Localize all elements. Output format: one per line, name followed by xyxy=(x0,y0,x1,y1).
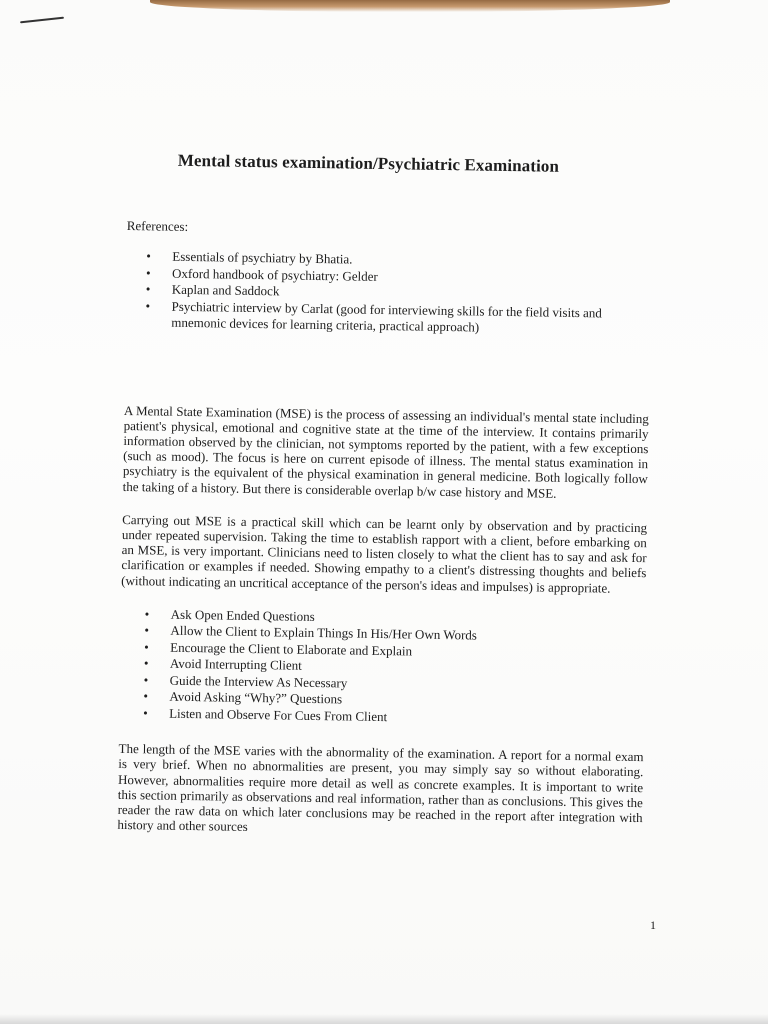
tip-item: • Avoid Asking “Why?” Questions xyxy=(143,689,644,713)
scan-top-edge xyxy=(150,0,670,12)
page-title: Mental status examination/Psychiatric Examination xyxy=(177,150,560,176)
interview-tips-list xyxy=(143,606,646,729)
tip-item: • Allow the Client to Explain Things In His/Her Own Words xyxy=(144,623,645,647)
reference-item: • Kaplan and Saddock xyxy=(146,281,651,305)
tip-item: • Encourage the Client to Elaborate and Explain xyxy=(144,639,645,663)
reference-item: • Essentials of psychiatry by Bhatia. xyxy=(146,248,651,272)
tip-item: • Ask Open Ended Questions xyxy=(145,606,646,630)
pen-mark xyxy=(20,17,64,24)
paragraph-mse-definition: A Mental State Examination (MSE) is the process of assessing an individual's mental state including patient's physical, emotional and cognitive state at the time of the interview. It contains primarily information observed by the clinician, not symptoms reported by the patient, with a few exceptions (such as mood). The focus is here on current episode of illness. The mental status examination in psychiatry is the equivalent of the physical examination in general medicine. Both logically follow the taking of a history. But there is considerable overlap b/w case history and MSE. xyxy=(122,402,649,501)
tip-item: • Listen and Observe For Cues From Client xyxy=(143,705,644,729)
scan-bottom-edge xyxy=(0,1014,768,1024)
tip-item: • Guide the Interview As Necessary xyxy=(144,672,645,696)
document-content xyxy=(117,150,653,859)
paragraph-practical-skill: Carrying out MSE is a practical skill which can be learnt only by observation and by practicing under repeated supervision. Taking the time to establish rapport with a client, before embarking on an MSE, is very important. Clinicians need to listen closely to what the client has to say and ask for clarification or examples if needed. Showing empathy to a client's distressing thoughts and beliefs (without indicating an uncritical acceptance of the person's ideas and impulses) is appropriate. xyxy=(121,511,648,596)
page-number: 1 xyxy=(650,918,656,932)
reference-item: • Psychiatric interview by Carlat (good for interviewing skills for the field visits and mnemonic devices for learning criteria, practical approach) xyxy=(145,298,650,339)
paragraph-mse-length: The length of the MSE varies with the abnormality of the examination. A report for a normal exam is very brief. When no abnormalities are present, you may simply say so without elaborating. However, abnormalities require more detail as well as concrete examples. It is important to write this section primarily as observations and real information, rather than as conclusions. This gives the reader the raw data on which later conclusions may be reached in the report after integration with history and other sources xyxy=(117,741,644,835)
references-label: References: xyxy=(126,217,189,234)
references-list xyxy=(145,248,651,338)
reference-item: • Oxford handbook of psychiatry: Gelder xyxy=(146,265,651,289)
tip-item: • Avoid Interrupting Client xyxy=(144,656,645,680)
